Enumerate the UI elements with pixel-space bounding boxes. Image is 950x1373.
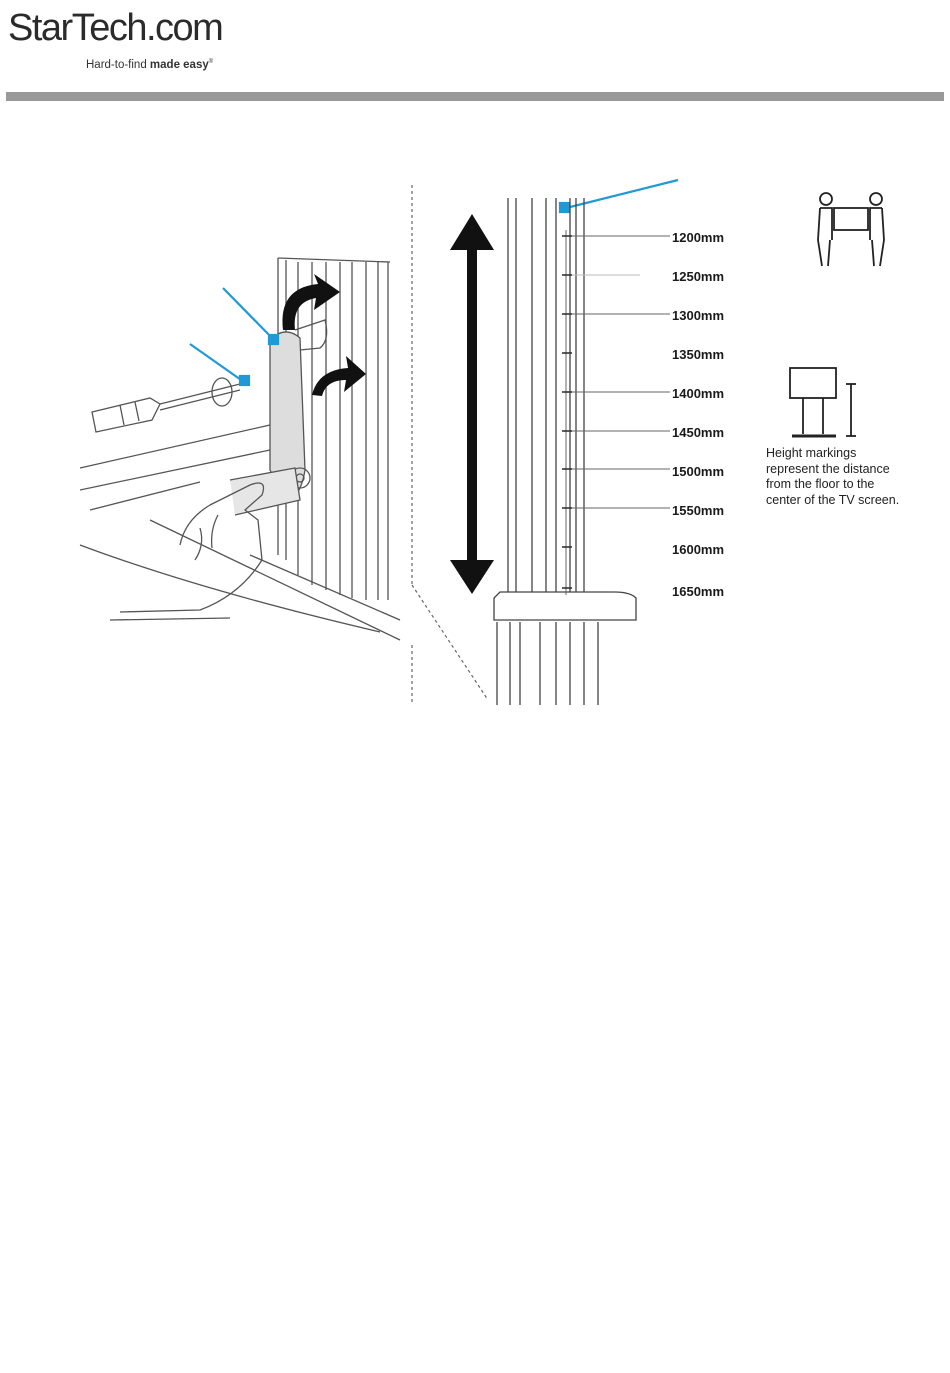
scale-label-1500: 1500mm [672,464,725,479]
scale-label-1550: 1550mm [672,503,725,518]
scale-label-1600: 1600mm [672,542,725,557]
header-rule [6,92,944,101]
tv-height-icon [790,368,856,436]
scale-label-1200: 1200mm [672,230,725,245]
scale-label-1400: 1400mm [672,386,725,401]
callout-screw-marker [240,376,249,385]
startech-logo [8,6,248,76]
right-column [494,198,636,705]
rotate-arrow-upper [282,274,340,330]
two-person-lift-icon [818,193,884,266]
callout-lever [223,288,274,340]
scale-labels [672,230,724,599]
scale-label-1350: 1350mm [672,347,725,362]
height-markings-note: Height markings represent the distance from the floor to the center of the TV screen. [766,446,900,507]
scale-ticks [562,230,670,595]
callout-scale [566,180,678,208]
rotate-arrow-lower [312,356,366,396]
callout-scale-marker [560,203,569,212]
height-adjustment-illustration [0,150,950,715]
scale-label-1300: 1300mm [672,308,725,323]
scale-label-1450: 1450mm [672,425,725,440]
callout-lever-marker [269,335,278,344]
tagline-bold: made easy [149,59,209,71]
logo-wordmark: StarTech.com [8,7,223,49]
scale-label-1650: 1650mm [672,584,725,599]
callout-lines [190,180,678,385]
tagline-registered-mark: ® [208,59,214,66]
tagline-regular: Hard-to-find [86,59,150,71]
height-range-arrow [450,214,494,594]
logo-tagline [86,59,213,71]
callout-screw [190,344,244,382]
scale-label-1250: 1250mm [672,269,725,284]
screwdriver-drawing [92,378,240,432]
